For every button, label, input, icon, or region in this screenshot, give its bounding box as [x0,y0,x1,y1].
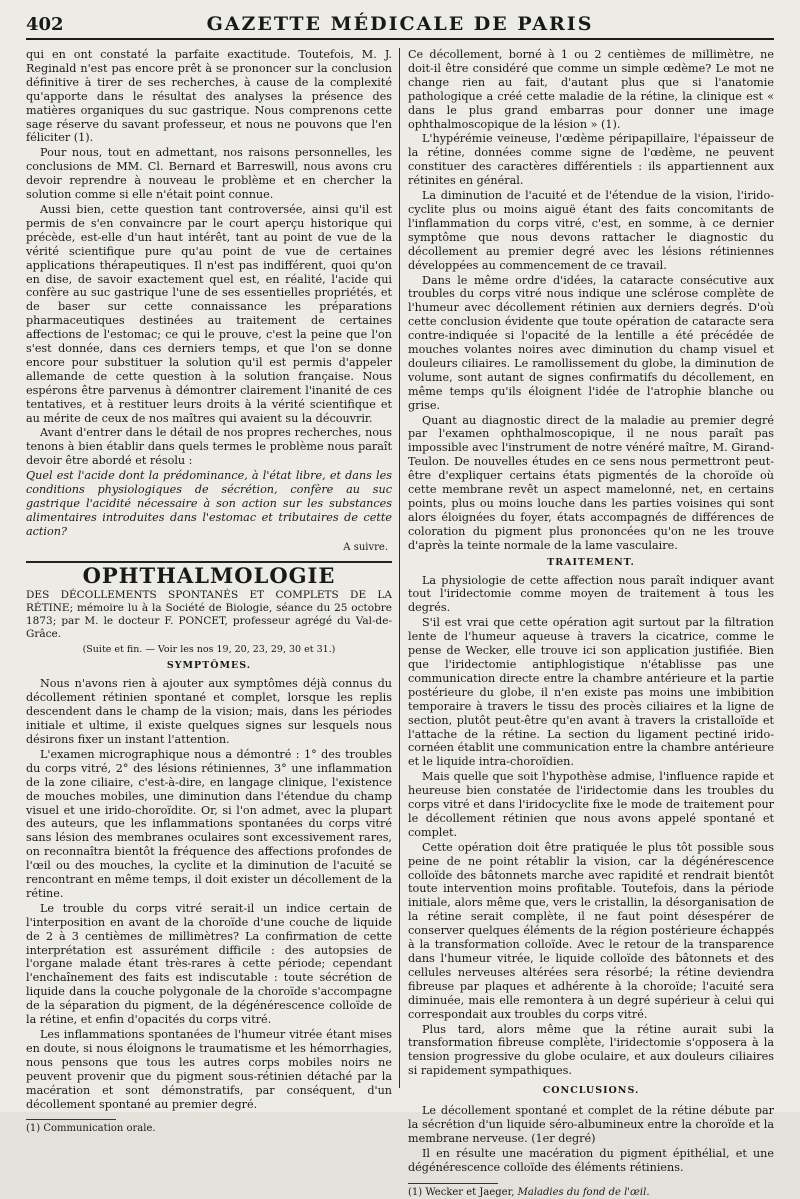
paragraph: Nous n'avons rien à ajouter aux symptômes déjà connus du décollement rétinien spontané et complet, lorsque les replis descendent dans le champ de la vision; mais, dans les périodes initiale et ultime, il existe quelques signes sur lesquels nous désirons fixer un instant l'attention. [26,677,392,746]
paragraph: Le décollement spontané et complet de la rétine débute par la sécrétion d'un liquide séro-albumineux entre la choroïde et la membrane nerveuse. (1er degré) [408,1104,774,1145]
paragraph: Cette opération doit être pratiquée le plus tôt possible sous peine de ne point rétablir la vision, car la dégénérescence colloïde des bâtonnets marche avec rapidité et rendrait bientôt toute intervention moins profitable. Toutefois, dans la période initiale, alors même que, vers le cristallin, la désorganisation de la rétine serait complète, il ne faut point désespérer de conserver quelques éléments de la région postérieure échappés à la transformation colloïde. Avec le retour de la transparence dans l'humeur vitrée, le liquide colloïde des bâtonnets et des cellules nerveuses altérées sera résorbé; la rétine deviendra fibreuse par plaques et adhérente à la choroïde; l'acuité sera diminuée, mais elle remontera à un degré supérieur à celui qui correspondait aux troubles du corps vitré. [408,840,774,1021]
paragraph: L'hypérémie veineuse, l'œdème péripapillaire, l'épaisseur de la rétine, données comme signe de l'œdème, ne peuvent constituer des caractères différentiels : ils appartiennent aux rétinites en général. [408,132,774,188]
paragraph: La diminution de l'acuité et de l'étendue de la vision, l'irido-cyclite plus ou moins aiguë étant des faits concomitants de l'inflammation du corps vitré, c'est, en somme, à ce dernier symptôme que nous devons rattacher le diagnostic du décollement au premier degré avec les lésions rétiniennes développées au commencement de ce travail. [408,189,774,272]
continuation-note: (Suite et fin. — Voir les nos 19, 20, 23, 29, 30 et 31.) [82,643,336,655]
section-title: OPHTHALMOLOGIE [82,562,336,588]
subheading-treatment: TRAITEMENT. [547,556,635,568]
footnote [408,1187,774,1199]
footnote-prefix: (1) Wecker et Jaeger, [408,1186,515,1198]
page-number: 402 [26,14,64,35]
journal-title: GAZETTE MÉDICALE DE PARIS [206,13,594,35]
paragraph: Dans le même ordre d'idées, la cataracte consécutive aux troubles du corps vitré nous indique une sclérose complète de l'humeur avec décollement rétinien aux derniers degrés. D'où cette conclusion évidente que toute opération de cataracte sera contre-indiquée si l'opacité de la lentille a été précédée de mouches volantes noires avec diminution du champ visuel et douleurs ciliaires. Le ramollissement du globe, la diminution de volume, sont autant de signes confirmatifs du décollement, en même temps qu'ils éloignent l'idée de l'atrophie blanche ou grise. [408,273,774,412]
footnote-divider [408,1183,498,1184]
paragraph: qui en ont constaté la parfaite exactitude. Toutefois, M. J. Reginald n'est pas encore prêt à se prononcer sur la conclusion définitive à tirer de ses recherches, à cause de la complexité qu'apporte dans le résultat des analyses la présence des matières organiques du suc gastrique. Nous comprenons cette sage réserve du savant professeur, et nous ne pouvons que l'en féliciter (1). [26,48,392,145]
running-header [26,6,774,40]
subheading-conclusions: CONCLUSIONS. [542,1085,640,1097]
paragraph: Avant d'entrer dans le détail de nos propres recherches, nous tenons à bien établir dans quels termes le problème nous paraît devoir être abordé et résolu : [26,426,392,468]
paragraph: Les inflammations spontanées de l'humeur vitrée étant mises en doute, si nous éloignons le traumatisme et les hémorrhagies, nous pensons que tous les autres corps mobiles noirs ne peuvent provenir que du pigment sous-rétinien détaché par la macération et sont démonstratifs, par conséquent, d'un décollement spontané au premier degré. [26,1028,392,1111]
column-divider [399,48,400,1088]
footnote-book-title: Maladies du fond de l'œil. [517,1186,650,1198]
paragraph: Il en résulte une macération du pigment épithélial, et une dégénérescence colloïde des éléments rétiniens. [408,1146,774,1174]
footnote-divider [26,1119,116,1120]
research-question: Quel est l'acide dont la prédominance, à l'état libre, et dans les conditions physiologiques de sécrétion, confère au suc gastrique l'acidité nécessaire à son action sur les substances alimentaires introduites dans l'estomac et tributaires de cette action? [26,469,392,538]
paragraph: La physiologie de cette affection nous paraît indiquer avant tout l'iridectomie comme moyen de traitement à tous les degrés. [408,573,774,615]
left-column [26,48,392,1135]
footnote: (1) Communication orale. [26,1123,156,1135]
paragraph: Pour nous, tout en admettant, nos raisons personnelles, les conclusions de MM. Cl. Bernard et Barreswill, nous avons cru devoir reprendre à nouveau le problème et en chercher la solution comme si elle n'était point connue. [26,146,392,202]
paragraph: Mais quelle que soit l'hypothèse admise, l'influence rapide et heureuse bien constatée de l'iridectomie dans les troubles du corps vitré et dans l'iridocyclite fixe le mode de traitement pour le décollement rétinien que nous avons appelé spontané et complet. [408,770,774,839]
paragraph: S'il est vrai que cette opération agit surtout par la filtration lente de l'humeur aqueuse à travers la cicatrice, comme le pense de Wecker, elle trouve ici son application justifiée. Bien que l'iridectomie antiphlogistique n'établisse pas une communication directe entre la chambre antérieure et la partie postérieure du globe, il n'en existe pas moins une imbibition temporaire à travers le tissu des procès ciliaires et la ligne de section, plutôt peut-être qu'en avant à travers la cristalloïde et l'attache de la rétine. La section du ligament pectiné irido-cornéen établit une communication entre la chambre antérieure et le liquide intra-choroïdien. [408,616,774,769]
paragraph: Le trouble du corps vitré serait-il un indice certain de l'interposition en avant de la choroïde d'une couche de liquide de 2 à 3 centièmes de millimètres? La confirmation de cette interprétation est assurément difficile : des autopsies de l'organe malade étant très-rares à cette période; cependant l'enchaînement des faits est indiscutable : toute sécrétion de liquide dans la couche polygonale de la choroïde s'accompagne de la séparation du pigment, de la dégénérescence colloïde de la rétine, et enfin d'opacités du corps vitré. [26,901,392,1027]
paragraph: L'examen micrographique nous a démontré : 1° des troubles du corps vitré, 2° des lésions rétiniennes, 3° une inflammation de la zone ciliaire, c'est-à-dire, en langage clinique, l'existence de mouches mobiles, une diminution dans l'étendue du champ visuel et une irido-choroïdite. Or, si l'on admet, avec la plupart des auteurs, que les inflammations spontanées du corps vitré sans lésion des membranes oculaires sont excessivement rares, on reconnaîtra bientôt la fréquence des affections profondes de l'œil ou des mouches, la cyclite et la diminution de l'acuité se rencontrant en même temps, il doit exister un décollement de la rétine. [26,747,392,900]
subheading-symptoms: SYMPTÔMES. [166,660,252,672]
paragraph: Ce décollement, borné à 1 ou 2 centièmes de millimètre, ne doit-il être considéré que comme un simple œdème? Le mot ne change rien au fait, d'autant plus que si l'anatomie pathologique a créé cette maladie de la rétine, la clinique est « dans le plus grand embarras pour donner une image ophthalmoscopique de la lésion » (1). [408,48,774,131]
right-column [408,48,774,1198]
paragraph: Aussi bien, cette question tant controversée, ainsi qu'il est permis de s'en convaincre par le court aperçu historique qui précède, est-elle d'un haut intérêt, tant au point de vue de la vérité scientifique pure qu'au point de vue de certaines applications thérapeutiques. Il n'est pas indifférent, quoi qu'on en dise, de savoir exactement quel est, en réalité, l'acide qui confère au suc gastrique l'une de ses essentielles propriétés, et de baser sur cette connaissance les préparations pharmaceutiques destinées au traitement de certaines affections de l'estomac; ce qui le prouve, c'est la peine que l'on s'est donnée, dans ces derniers temps, et que l'on se donne encore pour substituer la solution qu'il est permis d'appeler allemande de cette question à la solution française. Nous espérons être parvenus à démontrer clairement l'inanité de ces tentatives, et à restituer leurs droits à la vérité scientifique et au mérite de ceux de nos maîtres qui avaient su la découvrir. [26,202,392,425]
article-byline: DES DÉCOLLEMENTS SPONTANÉS ET COMPLETS DE LA RÉTINE; mémoire lu à la Société de Biologie, séance du 25 octobre 1873; par M. le docteur F. PONCET, professeur agrégé du Val-de-Grâce. [26,588,392,640]
continued-note: A suivre. [343,541,388,553]
paragraph: Plus tard, alors même que la rétine aurait subi la transformation fibreuse complète, l'iridectomie s'opposera à la tension progressive du globe oculaire, et aux douleurs ciliaires si rapidement sympathiques. [408,1022,774,1078]
paragraph: Quant au diagnostic direct de la maladie au premier degré par l'examen ophthalmoscopique, il ne nous paraît pas impossible avec l'instrument de notre vénéré maître, M. Girand-Teulon. De nouvelles études en ce sens nous permettront peut-être d'expliquer certains états pigmentés de la choroïde où cette membrane revêt un aspect mamelonné, net, en certains points, plus ou moins louche dans les parties voisines qui sont alors éloignées du foyer, états accompagnés de différences de coloration du pigment plus prononcées qu'on ne les trouve d'après la teinte normale de la lame vasculaire. [408,413,774,552]
